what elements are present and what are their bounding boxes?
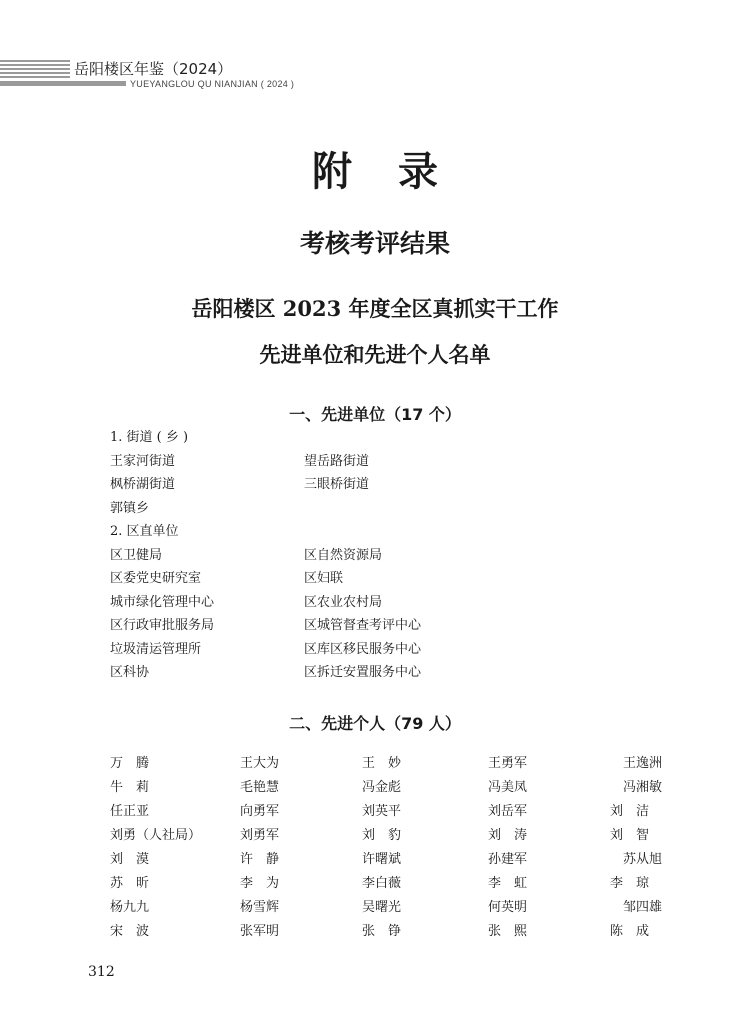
person-name: 许静: [240, 852, 293, 867]
person-name: 刘豹: [362, 828, 415, 843]
unit-item: 区妇联: [304, 571, 344, 586]
unit-item: 区科协: [110, 665, 150, 680]
table-row: [110, 800, 662, 824]
page-number: 312: [88, 964, 115, 980]
person-name: 王勇军: [488, 756, 528, 771]
unit-item: 垃圾清运管理所: [110, 642, 202, 657]
persons-table: [110, 752, 662, 944]
document-title-line-1: 岳阳楼区 2023 年度全区真抓实干工作: [191, 296, 559, 321]
person-name: 李虹: [488, 876, 541, 891]
person-name: 刘智: [609, 828, 662, 843]
person-name: 刘岳军: [488, 804, 528, 819]
person-name: 刘英平: [362, 804, 402, 819]
person-name: 张军明: [240, 924, 280, 939]
unit-item: 郭镇乡: [110, 501, 150, 516]
person-name: 李白薇: [362, 876, 402, 891]
person-name: 冯美凤: [488, 780, 528, 795]
person-name: 苏昕: [110, 876, 163, 891]
person-name: 牛莉: [110, 780, 163, 795]
unit-item: 区拆迁安置服务中心: [304, 665, 422, 680]
section-subtitle: 考核考评结果: [299, 229, 450, 258]
unit-item: 区城管督查考评中心: [304, 618, 422, 633]
person-name: 杨九九: [110, 900, 150, 915]
person-name: 吴曙光: [362, 900, 402, 915]
district-label: 2. 区直单位: [110, 524, 179, 539]
unit-item: 城市绿化管理中心: [110, 595, 215, 610]
unit-item: 区自然资源局: [304, 548, 383, 563]
person-name: 许曙斌: [362, 852, 402, 867]
table-row: [110, 752, 662, 776]
unit-item: 区行政审批服务局: [110, 618, 215, 633]
header-decoration-lines: [0, 60, 70, 80]
person-name: 刘漠: [110, 852, 163, 867]
person-name: 孙建军: [488, 852, 528, 867]
appendix-title: 附录: [312, 148, 484, 195]
person-name: 任正亚: [110, 804, 150, 819]
person-name: 冯金彪: [362, 780, 402, 795]
unit-item: 三眼桥街道: [304, 477, 370, 492]
person-name: 邹四雄: [622, 900, 662, 915]
unit-item: 望岳路街道: [304, 454, 370, 469]
person-name: 向勇军: [240, 804, 280, 819]
unit-item: 区卫健局: [110, 548, 163, 563]
person-name: 刘勇（人社局）: [110, 828, 202, 843]
person-name: 陈成: [609, 924, 662, 939]
unit-item: 区农业农村局: [304, 595, 383, 610]
person-name: 宋波: [110, 924, 163, 939]
person-name: 张铮: [362, 924, 415, 939]
person-name: 李为: [240, 876, 293, 891]
person-name: 何英明: [488, 900, 528, 915]
header-subtitle: YUEYANGLOU QU NIANJIAN ( 2024 ): [130, 79, 295, 89]
unit-item: 区库区移民服务中心: [304, 642, 422, 657]
unit-item: 枫桥湖街道: [110, 477, 176, 492]
person-name: 苏从旭: [622, 852, 662, 867]
person-name: 王大为: [240, 756, 280, 771]
persons-heading: 二、先进个人（79 人）: [289, 714, 461, 733]
person-name: 王逸洲: [622, 756, 662, 771]
table-row: [110, 824, 662, 848]
person-name: 张熙: [488, 924, 541, 939]
table-row: [110, 848, 662, 872]
person-name: 冯湘敏: [622, 780, 662, 795]
person-name: 李琼: [609, 876, 662, 891]
document-title-line-2: 先进单位和先进个人名单: [259, 342, 491, 367]
person-name: 杨雪辉: [240, 900, 280, 915]
unit-item: 王家河街道: [110, 454, 176, 469]
unit-item: 区委党史研究室: [110, 571, 202, 586]
table-row: [110, 776, 662, 800]
header-bar: [0, 81, 126, 86]
person-name: 刘勇军: [240, 828, 280, 843]
header-title: 岳阳楼区年鉴（2024）: [74, 60, 233, 78]
person-name: 毛艳慧: [240, 780, 280, 795]
table-row: [110, 920, 662, 944]
person-name: 万腾: [110, 756, 163, 771]
person-name: 刘涛: [488, 828, 541, 843]
table-row: [110, 872, 662, 896]
street-label: 1. 街道 ( 乡 ): [110, 430, 189, 445]
table-row: [110, 896, 662, 920]
person-name: 刘洁: [609, 804, 662, 819]
person-name: 王妙: [362, 756, 415, 771]
units-heading: 一、先进单位（17 个）: [289, 405, 461, 424]
